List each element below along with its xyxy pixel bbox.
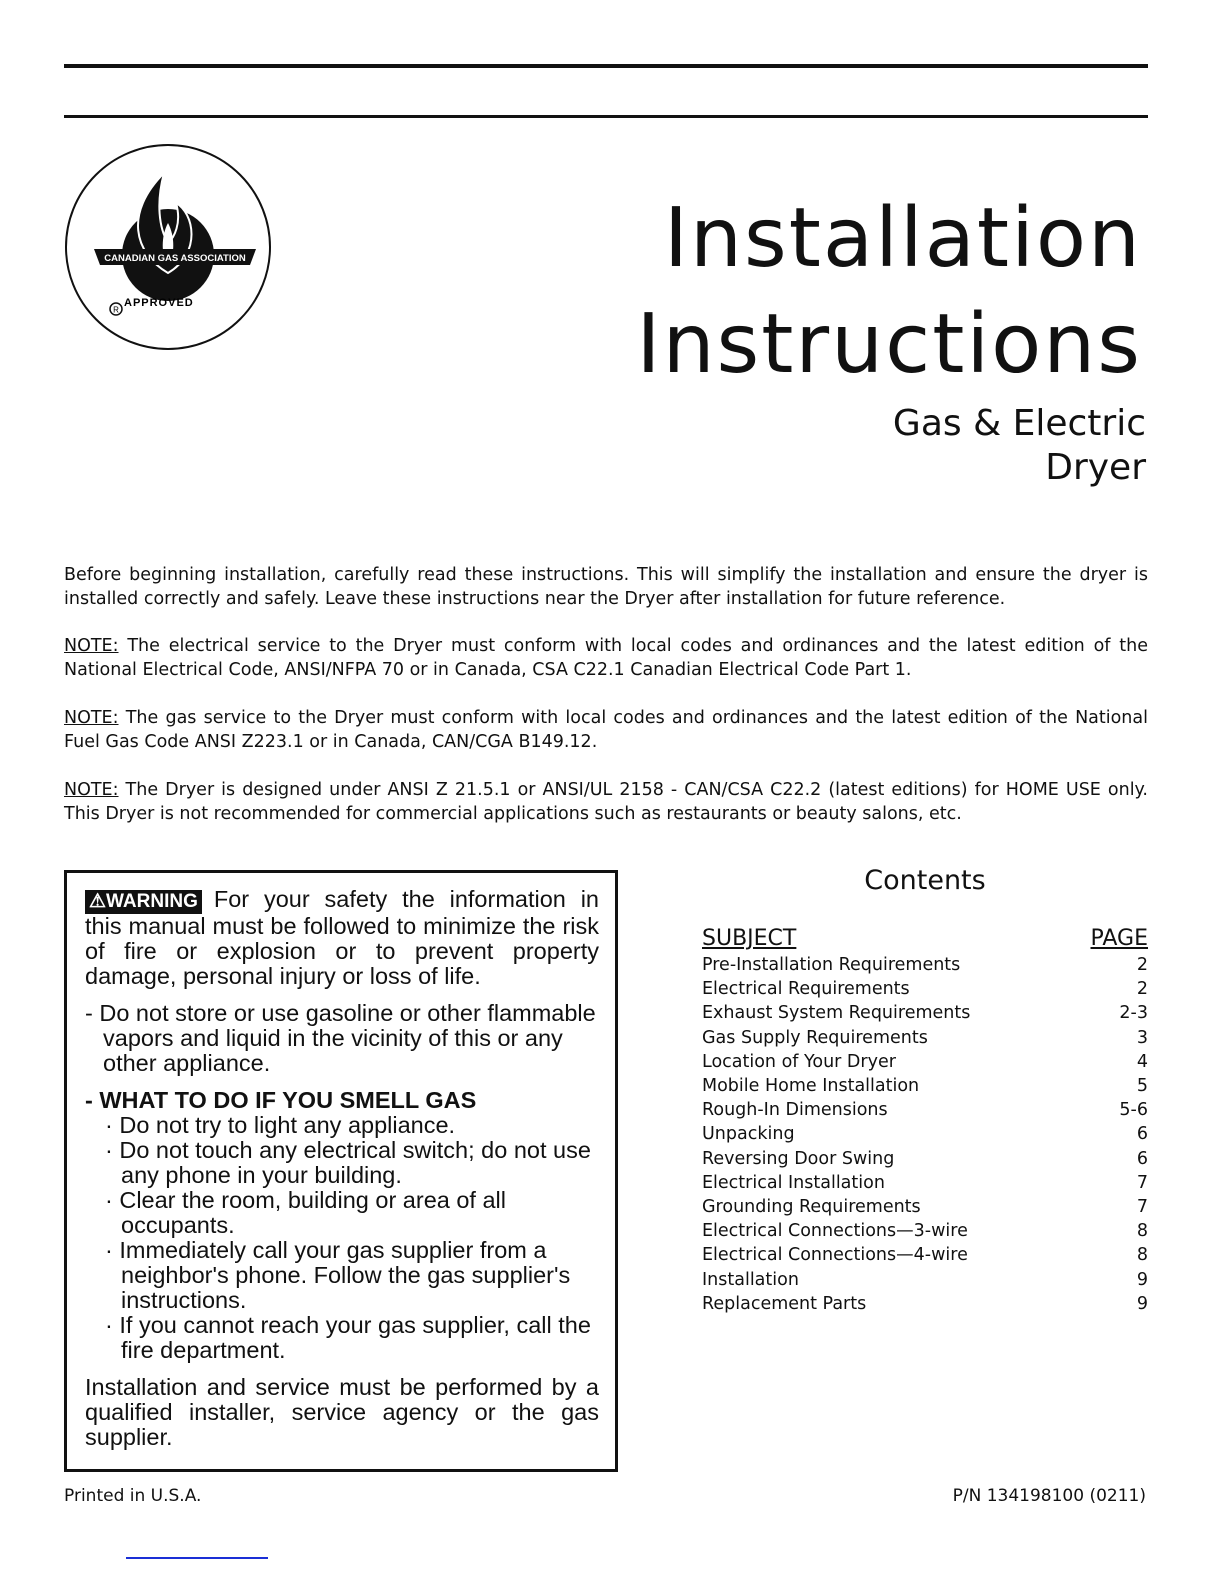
subtitle-line-1: Gas & Electric xyxy=(892,403,1146,444)
note-gas xyxy=(64,706,1148,754)
note-label: NOTE: xyxy=(64,636,119,656)
contents-page: 6 xyxy=(1136,1124,1148,1145)
contents-row xyxy=(702,1001,1148,1025)
contents-page: 5 xyxy=(1136,1076,1148,1097)
contents-row xyxy=(702,977,1148,1001)
second-rule xyxy=(64,115,1148,118)
note-text: The gas service to the Dryer must conform with local codes and ordinances and the latest edition of the National Fuel Gas Code ANSI Z223.1 or in Canada, CAN/CGA B149.12. xyxy=(64,708,1148,752)
contents-title: Contents xyxy=(864,865,986,896)
warning-item-gasoline: - Do not store or use gasoline or other flammable vapors and liquid in the vicinity of this or any other appliance. xyxy=(85,1000,596,1076)
contents-subject: Gas Supply Requirements xyxy=(702,1027,928,1048)
contents-row xyxy=(702,1074,1148,1098)
top-rule xyxy=(64,64,1148,68)
contents-page: 6 xyxy=(1136,1148,1148,1169)
contents-subject: Rough-In Dimensions xyxy=(702,1100,888,1121)
contents-page: 3 xyxy=(1136,1027,1148,1048)
contents-subject: Electrical Installation xyxy=(702,1172,885,1193)
warning-smell-gas-heading: - WHAT TO DO IF YOU SMELL GAS xyxy=(85,1087,477,1113)
contents-page: 2 xyxy=(1136,955,1148,975)
contents-page: 8 xyxy=(1136,1221,1148,1242)
contents-page: 9 xyxy=(1136,1293,1148,1314)
contents-subject: Grounding Requirements xyxy=(702,1197,921,1218)
warning-bullet: · If you cannot reach your gas supplier, call the fire department. xyxy=(105,1312,591,1363)
contents-subject: Mobile Home Installation xyxy=(702,1076,920,1097)
title-line-1: Installation xyxy=(663,191,1142,286)
contents-row xyxy=(702,1098,1148,1122)
note-text: The electrical service to the Dryer must conform with local codes and ordinances and the latest edition of the National Electrical Code, ANSI/NFPA 70 or in Canada, CSA C22.1 Canadian Electrical Code Part 1. xyxy=(64,636,1148,680)
contents-page: 7 xyxy=(1136,1172,1148,1193)
note-label: NOTE: xyxy=(64,780,119,800)
contents-row xyxy=(702,1268,1148,1292)
subject-header: SUBJECT xyxy=(702,926,797,951)
logo-approved-text: APPROVED xyxy=(124,297,194,309)
contents-row xyxy=(702,1026,1148,1050)
contents-subject: Exhaust System Requirements xyxy=(702,1003,971,1024)
note-electrical xyxy=(64,634,1148,682)
contents-row xyxy=(702,953,1148,977)
contents-page: 2 xyxy=(1136,979,1148,1000)
warning-label: ⚠WARNING xyxy=(85,890,202,914)
contents-subject: Reversing Door Swing xyxy=(702,1148,895,1169)
contents-subject: Installation xyxy=(702,1269,799,1290)
printed-in: Printed in U.S.A. xyxy=(64,1486,202,1506)
contents-row xyxy=(702,1195,1148,1219)
cga-approved-logo xyxy=(64,143,272,351)
blue-line-mark xyxy=(126,1557,268,1559)
contents-page: 4 xyxy=(1136,1051,1148,1072)
contents-subject: Electrical Connections—3-wire xyxy=(702,1221,968,1242)
contents-subject: Unpacking xyxy=(702,1124,795,1145)
contents-subject: Pre-Installation Requirements xyxy=(702,955,961,975)
contents-page: 9 xyxy=(1136,1269,1148,1290)
warning-bullet: · Do not try to light any appliance. xyxy=(105,1112,456,1138)
subtitle-line-2: Dryer xyxy=(1045,447,1146,488)
note-label: NOTE: xyxy=(64,708,119,728)
contents-page: 5-6 xyxy=(1119,1100,1148,1121)
contents-subject: Electrical Connections—4-wire xyxy=(702,1245,968,1266)
logo-band-text: CANADIAN GAS ASSOCIATION xyxy=(104,253,246,264)
warning-bullet: · Clear the room, building or area of all occupants. xyxy=(105,1187,507,1238)
warning-closing: Installation and service must be performed by a qualified installer, service agency or the gas supplier. xyxy=(85,1374,599,1450)
part-number: P/N 134198100 (0211) xyxy=(952,1486,1146,1506)
contents-row xyxy=(702,1243,1148,1267)
contents-table xyxy=(702,865,1148,1316)
contents-subject: Replacement Parts xyxy=(702,1293,867,1314)
contents-page: 2-3 xyxy=(1119,1003,1148,1024)
page-header: PAGE xyxy=(1090,926,1148,951)
contents-row xyxy=(702,1219,1148,1243)
note-text: The Dryer is designed under ANSI Z 21.5.1 or ANSI/UL 2158 - CAN/CSA C22.2 (latest editions) for HOME USE only. This Dryer is not recommended for commercial applications such as restaurants or beauty salons, etc. xyxy=(64,780,1148,824)
contents-subject: Location of Your Dryer xyxy=(702,1051,896,1072)
contents-subject: Electrical Requirements xyxy=(702,979,910,1000)
contents-row xyxy=(702,1050,1148,1074)
contents-row xyxy=(702,1171,1148,1195)
note-design xyxy=(64,778,1148,826)
intro-paragraph: Before beginning installation, carefully read these instructions. This will simplify the installation and ensure the dryer is installed correctly and safely. Leave these instructions near the Dryer after installation for future reference. xyxy=(64,565,1148,609)
warning-bullet: · Immediately call your gas supplier from a neighbor's phone. Follow the gas supplier's instructions. xyxy=(105,1237,571,1313)
contents-page: 8 xyxy=(1136,1245,1148,1266)
title-line-2: Instructions xyxy=(636,297,1142,392)
contents-row xyxy=(702,1147,1148,1171)
contents-header xyxy=(702,926,1148,951)
warning-bullet: · Do not touch any electrical switch; do not use any phone in your building. xyxy=(105,1137,591,1188)
contents-row xyxy=(702,1292,1148,1316)
contents-page: 7 xyxy=(1136,1197,1148,1218)
contents-row xyxy=(702,1122,1148,1146)
svg-text:R: R xyxy=(113,305,119,315)
warning-box xyxy=(64,870,618,1472)
warning-intro: ⚠WARNING For your safety the information in this manual must be followed to minimize the risk of fire or explosion or to prevent property damage, personal injury or loss of life. xyxy=(85,886,599,989)
